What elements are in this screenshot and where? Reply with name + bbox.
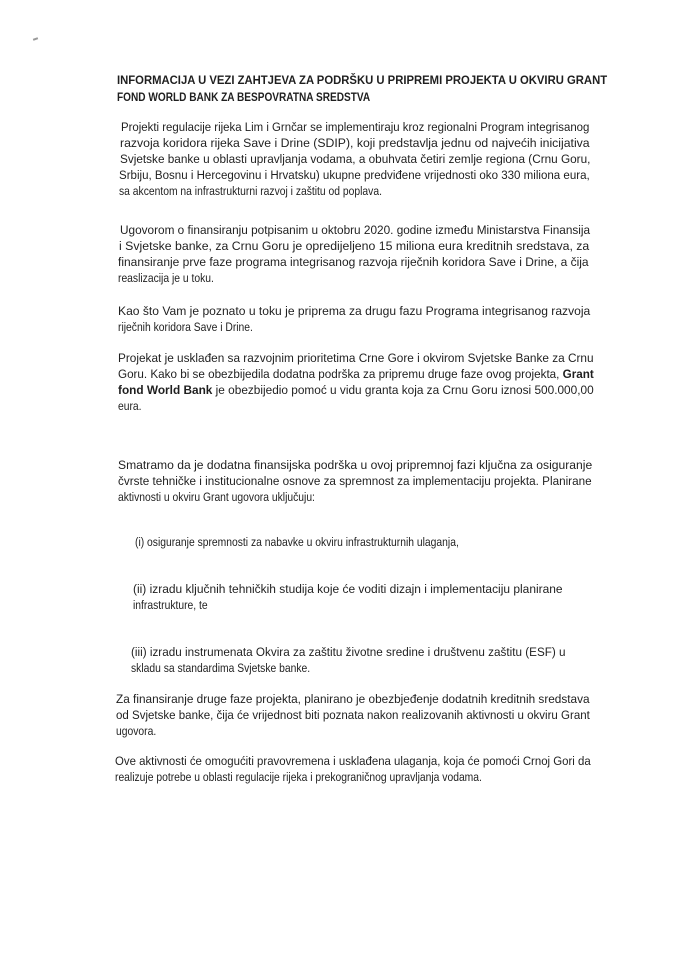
document-title-line-2: FOND WORLD BANK ZA BESPOVRATNA SREDSTVA (117, 90, 371, 104)
p4-line-3-text: je obezbijedio pomoć u vidu granta koja za Crnu Goru iznosi 500.000,00 (212, 383, 594, 397)
p4-line-2-text: Goru. Kako bi se obezbijedila dodatna podrška za pripremu druge faze ovog projekta, (118, 367, 563, 381)
p1-line: razvoja koridora rijeka Save i Drine (SDIP), koji predstavlja jednu od najvećih inicijativa (120, 136, 590, 150)
p1-line: Svjetske banke u oblasti upravljanja vodama, a obuhvata četiri zemlje regiona (Crnu Goru, (120, 152, 591, 166)
p4-line-2 (118, 367, 594, 382)
p4-line: Projekat je usklađen sa razvojnim prioritetima Crne Gore i okvirom Svjetske Banke za Crnu (118, 351, 594, 365)
p6-line: Za finansiranje druge faze projekta, planirano je obezbjeđenje dodatnih kreditnih sredstava (116, 692, 590, 706)
p1-line: Srbiju, Bosnu i Hercegovinu i Hrvatsku) ukupne predviđene vrijednosti oko 330 miliona eura, (119, 168, 590, 182)
p5-line: aktivnosti u okviru Grant ugovora uključuju: (118, 490, 315, 504)
p6-line: od Svjetske banke, čija će vrijednost biti poznata nakon realizovanih aktivnosti u okviru Grant (116, 708, 590, 722)
p1-line: Projekti regulacije rijeka Lim i Grnčar se implementiraju kroz regionalni Program integrisanog (121, 120, 590, 134)
item2-line: infrastrukture, te (133, 598, 208, 612)
p3-line: Kao što Vam je poznato u toku je priprema za drugu fazu Programa integrisanog razvoja (118, 304, 591, 318)
item2-line: (ii) izradu ključnih tehničkih studija koje će voditi dizajn i implementaciju planirane (133, 582, 563, 596)
bold-fund-name: fond World Bank (118, 383, 213, 397)
document-title-line-1: INFORMACIJA U VEZI ZAHTJEVA ZA PODRŠKU U PRIPREMI PROJEKTA U OKVIRU GRANT (117, 73, 608, 87)
p2-line: finansiranje prve faze programa integrisanog razvoja riječnih koridora Save i Drine, a čija (118, 255, 589, 269)
p5-line: Smatramo da je dodatna finansijska podrška u ovoj pripremnoj fazi ključna za osiguranje (118, 458, 593, 472)
p2-line: i Svjetske banke, za Crnu Goru je opredijeljeno 15 miliona eura kreditnih sredstava, za (119, 239, 590, 253)
scan-mark (33, 37, 38, 41)
p7-line: realizuje potrebe u oblasti regulacije rijeka i prekograničnog upravljanja vodama. (115, 770, 482, 784)
p2-line: Ugovorom o finansiranju potpisanim u oktobru 2020. godine između Ministarstva Finansija (120, 223, 591, 237)
item3-line: (iii) izradu instrumenata Okvira za zaštitu životne sredine i društvenu zaštitu (ESF) u (131, 645, 566, 659)
bold-grant: Grant (562, 367, 594, 381)
p4-line: eura. (118, 399, 142, 413)
item1-line: (i) osiguranje spremnosti za nabavke u okviru infrastrukturnih ulaganja, (135, 535, 459, 549)
p4-line-3 (118, 383, 594, 398)
p3-line: riječnih koridora Save i Drine. (118, 320, 253, 334)
p2-line: reaslizacija je u toku. (118, 271, 214, 285)
p5-line: čvrste tehničke i institucionalne osnove za spremnost za implementaciju projekta. Planirane (118, 474, 592, 488)
item3-line: skladu sa standardima Svjetske banke. (131, 661, 311, 675)
p6-line: ugovora. (116, 724, 157, 738)
p7-line: Ove aktivnosti će omogućiti pravovremena i usklađena ulaganja, koja će pomoći Crnoj Gori da (115, 754, 591, 768)
p1-line: sa akcentom na infrastrukturni razvoj i zaštitu od poplava. (119, 184, 382, 198)
